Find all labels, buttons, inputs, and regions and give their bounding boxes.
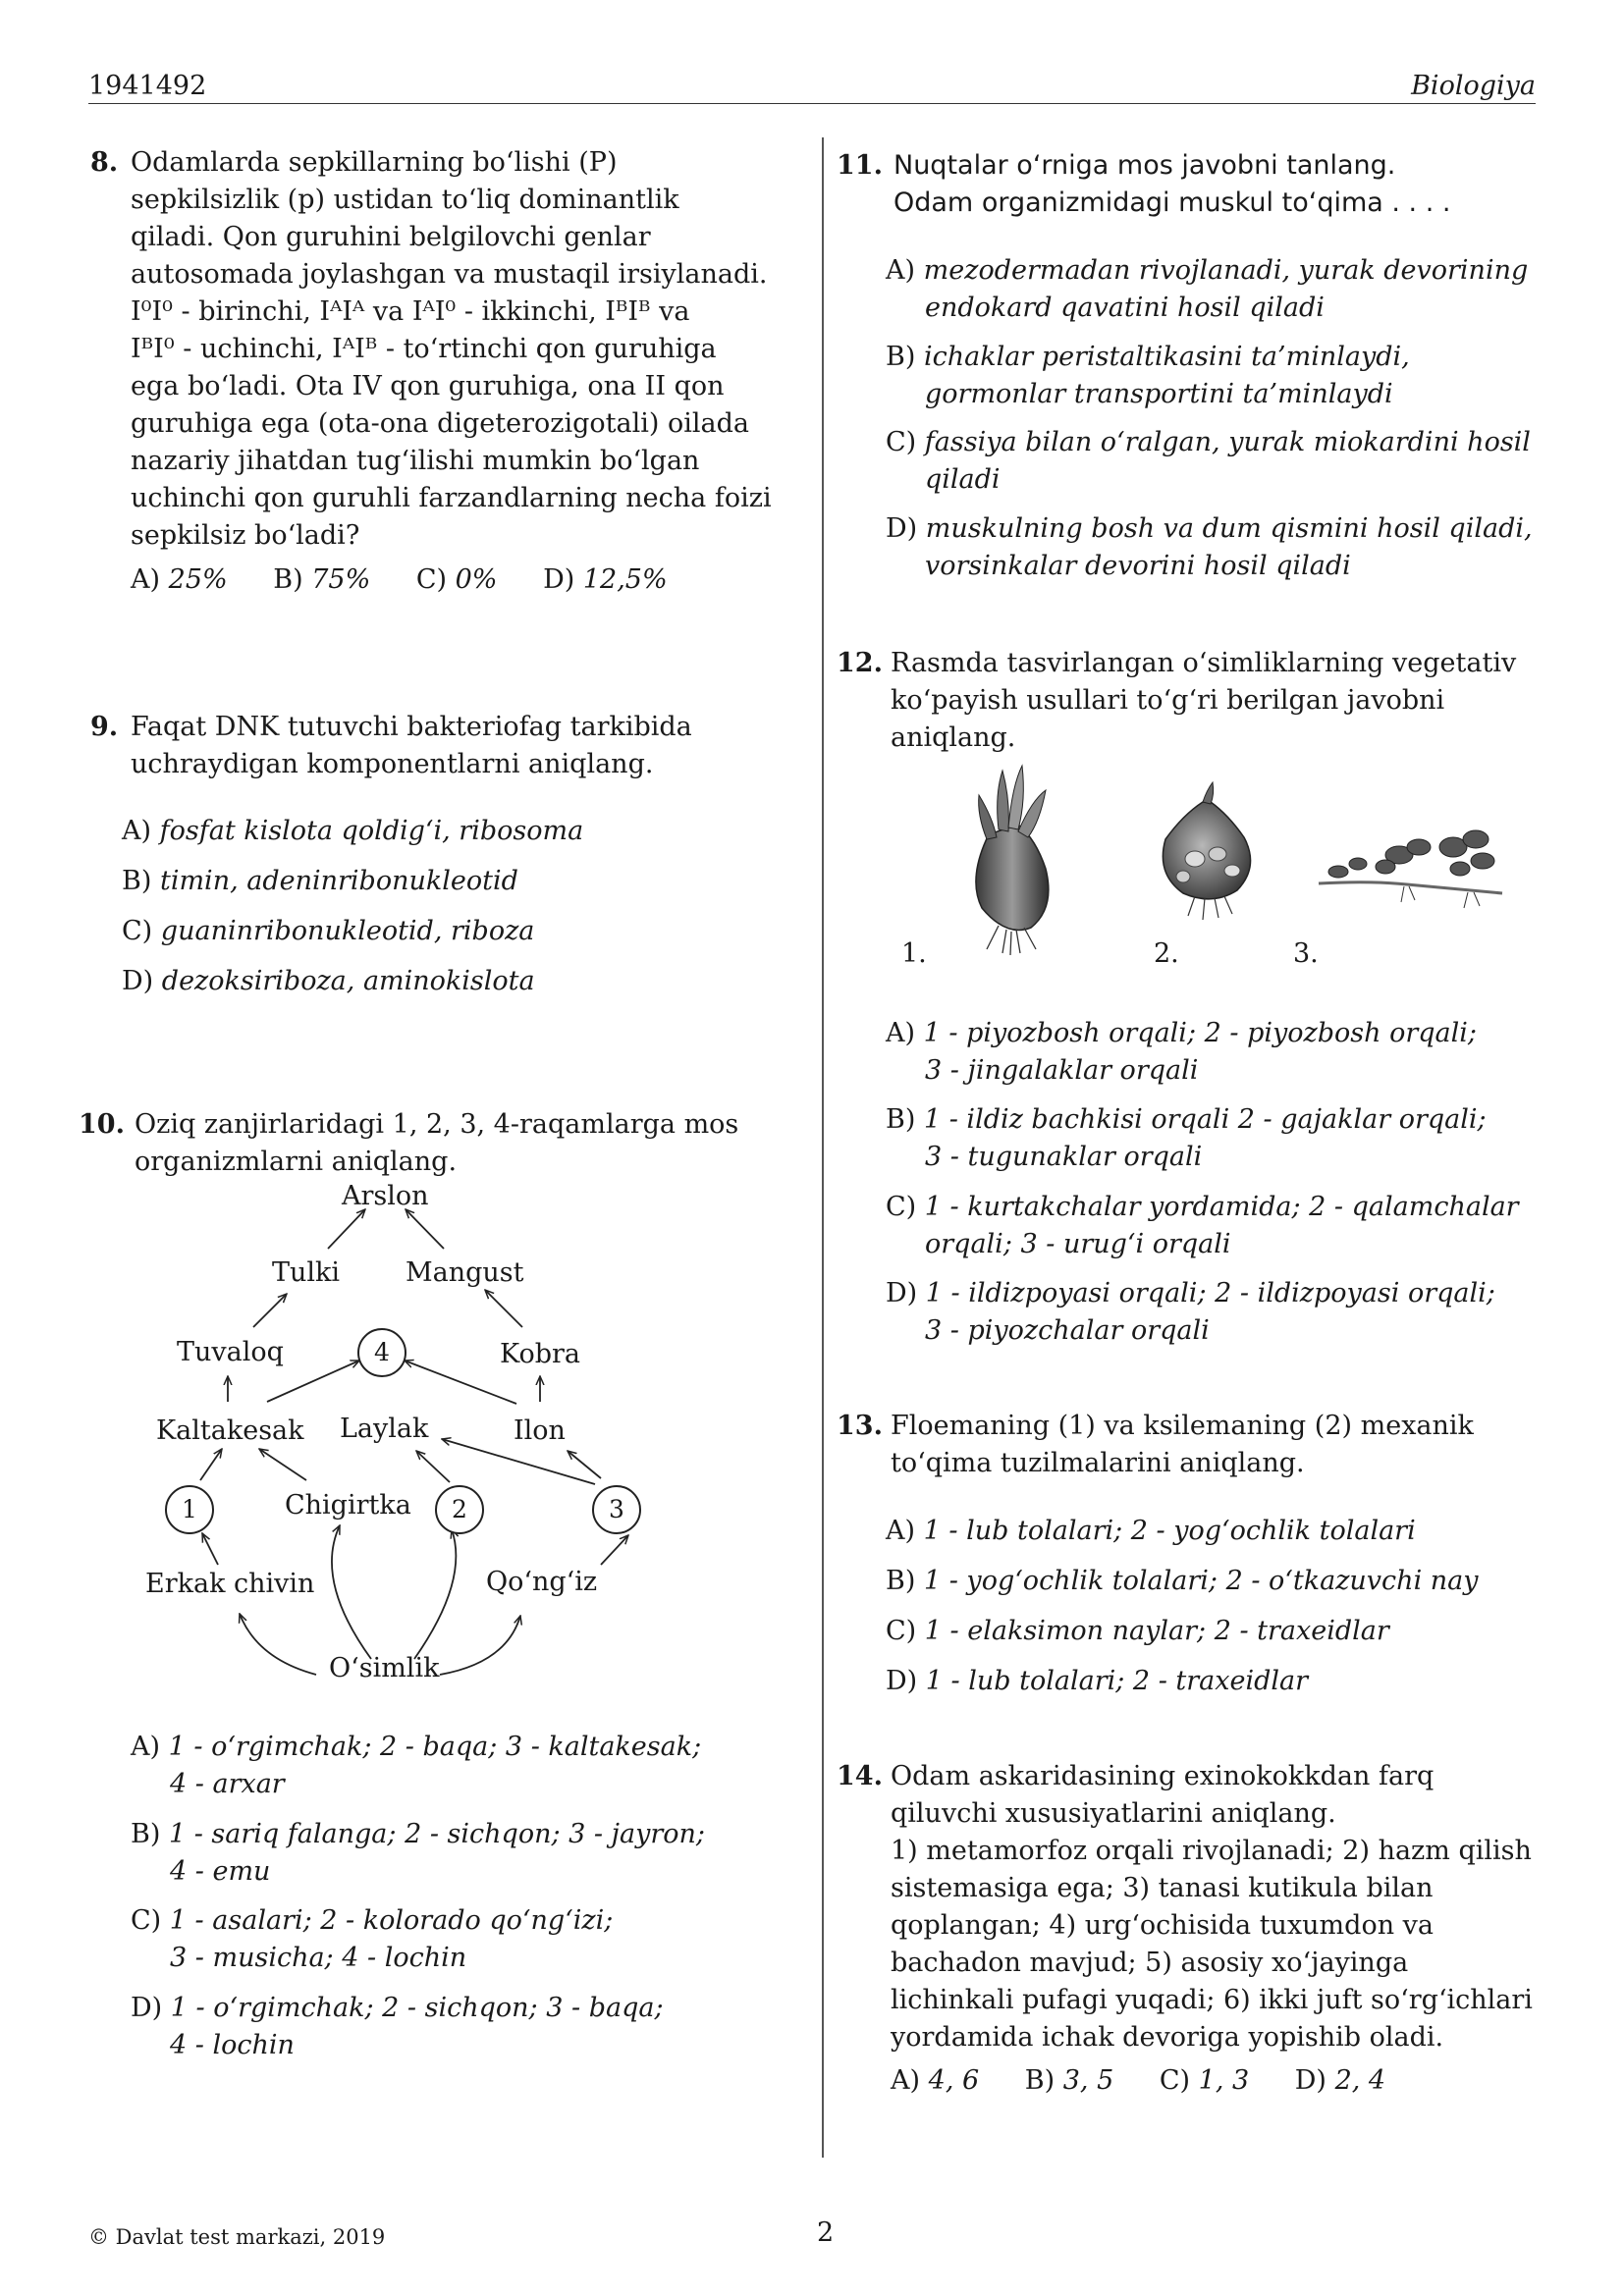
question-line: sistemasiga ega; 3) tanasi kutikula bilan: [891, 1873, 1434, 1903]
option-text-cont: orqali; 3 - urug‘i orqali: [925, 1229, 1231, 1259]
question-line: sepkilsizlik (p) ustidan to‘liq dominantlik: [131, 185, 679, 215]
copyright: © Davlat test markazi, 2019: [88, 2225, 386, 2249]
option-text: fassiya bilan o‘ralgan, yurak miokardini hosil: [924, 427, 1531, 457]
header-rule: [88, 103, 1536, 104]
option-letter: C): [886, 1192, 917, 1222]
option-text: fosfat kislota qoldig‘i, ribosoma: [159, 816, 584, 846]
exam-code: 1941492: [88, 71, 207, 101]
question-line: guruhiga ega (ota-ona digeterozigotali) oilada: [131, 408, 749, 439]
arrow-3-laylak: [442, 1439, 595, 1484]
arrow-osimlik-chigirtka: [332, 1525, 371, 1659]
option-text: 12,5%: [582, 564, 668, 595]
option-text: 1 - o‘rgimchak; 2 - baqa; 3 - kaltakesak;: [168, 1732, 702, 1762]
option-a[interactable]: [886, 1015, 1477, 1090]
option-d[interactable]: [886, 1663, 1308, 1700]
plant-1-bulb-image: [976, 766, 1049, 955]
option-d[interactable]: [543, 564, 668, 595]
option-letter: B): [122, 866, 152, 896]
option-text: 25%: [168, 564, 228, 595]
option-c[interactable]: [886, 424, 1531, 499]
option-c[interactable]: [122, 913, 534, 950]
option-letter: B): [1024, 2065, 1056, 2096]
arrow-osimlik-qongiz: [440, 1616, 520, 1675]
option-b[interactable]: [1025, 2065, 1114, 2096]
question-line: ega bo‘ladi. Ota IV qon guruhiga, ona II qon: [131, 371, 725, 401]
option-letter: D): [122, 966, 154, 996]
question-line: nazariy jihatdan tug‘ilishi mumkin bo‘lgan: [131, 446, 700, 476]
question-number: 11.: [837, 150, 883, 181]
question-line: I⁰I⁰ - birinchi, IᴬIᴬ va IᴬI⁰ - ikkinchi, IᴮIᴮ va: [131, 296, 690, 327]
figure-label-1: 1.: [901, 938, 927, 969]
option-d[interactable]: [886, 1275, 1495, 1350]
option-text: ichaklar peristaltikasini ta’minlaydi,: [923, 342, 1410, 372]
option-letter: A): [131, 564, 161, 595]
question-line: Oziq zanjirlaridagi 1, 2, 3, 4-raqamlarga mos: [135, 1109, 739, 1140]
option-text: muskulning bosh va dum qismini hosil qiladi,: [925, 513, 1533, 544]
option-letter: D): [543, 564, 575, 595]
option-c[interactable]: [886, 1189, 1519, 1263]
option-letter: A): [886, 1516, 916, 1546]
option-b[interactable]: [131, 1816, 705, 1891]
node-arslon: Arslon: [342, 1181, 429, 1211]
question-text: [891, 1758, 1533, 2056]
question-line: ko‘payish usullari to‘g‘ri berilgan javobni: [891, 685, 1445, 716]
option-text-cont: 3 - piyozchalar orqali: [925, 1315, 1210, 1346]
answer-options: [131, 561, 705, 599]
option-text-cont: vorsinkalar devorini hosil qiladi: [925, 551, 1351, 581]
option-d[interactable]: [122, 963, 535, 1000]
option-letter: C): [886, 427, 917, 457]
question-line: yordamida ichak devoriga yopishib oladi.: [891, 2022, 1444, 2053]
plant-2-bulb-image: [1163, 782, 1250, 920]
question-line: Rasmda tasvirlangan o‘simliklarning vegetativ: [891, 648, 1517, 678]
question-line: 1) metamorfoz orqali rivojlanadi; 2) hazm qilish: [891, 1836, 1532, 1866]
answer-options: [891, 2062, 1423, 2100]
node-tuvaloq: Tuvaloq: [177, 1337, 284, 1367]
option-a[interactable]: [886, 252, 1528, 327]
question-text: [135, 1106, 738, 1181]
option-d[interactable]: [886, 510, 1533, 585]
arrow-kobra-mangust: [485, 1290, 522, 1327]
option-text: 1 - kurtakchalar yordamida; 2 - qalamchalar: [924, 1192, 1519, 1222]
question-line: qoplangan; 4) urg‘ochisida tuxumdon va: [891, 1910, 1435, 1941]
node-4: 4: [357, 1328, 406, 1377]
option-text: 1 - sariq falanga; 2 - sichqon; 3 - jayron;: [168, 1819, 705, 1849]
plant-3-runner-image: [1319, 830, 1502, 908]
arrow-mangust-arslon: [406, 1209, 444, 1249]
option-b[interactable]: [122, 863, 518, 900]
option-text-cont: 3 - tugunaklar orqali: [925, 1142, 1203, 1172]
option-text: 1 - elaksimon naylar; 2 - traxeidlar: [924, 1616, 1389, 1646]
node-chigirtka: Chigirtka: [285, 1490, 411, 1521]
option-text-cont: 4 - arxar: [170, 1769, 285, 1799]
arrow-osimlik-erkak: [240, 1614, 316, 1675]
option-a[interactable]: [886, 1513, 1416, 1550]
option-text: 3, 5: [1062, 2065, 1114, 2096]
question-line: aniqlang.: [891, 722, 1016, 753]
option-a[interactable]: [122, 813, 583, 850]
option-text: 4, 6: [928, 2065, 980, 2096]
question-line: Nuqtalar o‘rniga mos javobni tanlang.: [893, 150, 1396, 181]
option-text-cont: 3 - musicha; 4 - lochin: [170, 1943, 467, 1973]
option-d[interactable]: [131, 1990, 664, 2064]
question-number: 10.: [79, 1109, 125, 1140]
option-a[interactable]: [131, 1729, 701, 1803]
option-a[interactable]: [131, 564, 228, 595]
question-line: bachadon mavjud; 5) asosiy xo‘jayinga: [891, 1948, 1409, 1978]
node-2: 2: [435, 1485, 484, 1534]
option-text-cont: 3 - jingalaklar orqali: [925, 1055, 1199, 1086]
arrow-tulki-arslon: [328, 1209, 365, 1249]
arrow-tuvaloq-tulki: [253, 1294, 287, 1327]
option-letter: C): [415, 564, 448, 595]
figure-label-3: 3.: [1293, 938, 1319, 969]
node-erkak-chivin: Erkak chivin: [145, 1569, 315, 1599]
node-tulki: Tulki: [272, 1257, 341, 1288]
question-line: lichinkali pufagi yuqadi; 6) ikki juft so‘rg‘ichlari: [891, 1985, 1533, 2015]
question-line: uchraydigan komponentlarni aniqlang.: [131, 749, 654, 779]
question-line: IᴮI⁰ - uchinchi, IᴬIᴮ - to‘rtinchi qon guruhiga: [131, 334, 717, 364]
option-text: mezodermadan rivojlanadi, yurak devorining: [923, 255, 1529, 286]
option-letter: B): [886, 1104, 916, 1135]
option-text: timin, adeninribonukleotid: [159, 866, 518, 896]
arrow-chigirtka-kaltakesak: [259, 1449, 306, 1480]
option-text: 1 - o‘rgimchak; 2 - sichqon; 3 - baqa;: [170, 1993, 664, 2023]
option-c[interactable]: [1160, 2065, 1249, 2096]
option-b[interactable]: [273, 564, 370, 595]
option-letter: D): [886, 1278, 918, 1308]
question-number: 9.: [90, 712, 119, 742]
option-text: 1 - lub tolalari; 2 - yog‘ochlik tolalari: [923, 1516, 1416, 1546]
option-text: 1 - ildizpoyasi orqali; 2 - ildizpoyasi orqali;: [925, 1278, 1495, 1308]
option-text: 1 - lub tolalari; 2 - traxeidlar: [925, 1666, 1309, 1696]
option-b[interactable]: [886, 1563, 1479, 1600]
option-letter: A): [131, 1732, 161, 1762]
option-letter: B): [273, 564, 303, 595]
question-line: sepkilsiz bo‘ladi?: [131, 520, 360, 551]
question-number: 12.: [837, 648, 883, 678]
question-text: [891, 1408, 1474, 1482]
arrow-ilon-4: [405, 1361, 516, 1404]
option-text: guaninribonukleotid, riboza: [160, 916, 535, 946]
node-kobra: Kobra: [500, 1339, 580, 1369]
arrow-1-kaltakesak: [200, 1449, 222, 1480]
plant-illustrations: [938, 761, 1507, 957]
question-text: [891, 645, 1516, 757]
option-letter: B): [131, 1819, 161, 1849]
option-text: dezoksiriboza, aminokislota: [161, 966, 535, 996]
node-laylak: Laylak: [340, 1414, 429, 1444]
page-number: 2: [817, 2217, 835, 2248]
option-letter: D): [1294, 2065, 1326, 2096]
option-text-cont: endokard qavatini hosil qiladi: [925, 293, 1325, 323]
question-line: uchinchi qon guruhli farzandlarning necha foizi: [131, 483, 772, 513]
option-letter: A): [886, 255, 916, 286]
arrow-2-laylak: [416, 1451, 450, 1482]
question-number: 8.: [90, 147, 119, 178]
node-3: 3: [592, 1485, 641, 1534]
option-letter: B): [886, 1566, 916, 1596]
option-letter: D): [886, 513, 918, 544]
question-line: organizmlarni aniqlang.: [135, 1147, 458, 1177]
option-text: 2, 4: [1334, 2065, 1386, 2096]
arrow-qongiz-3: [601, 1535, 628, 1565]
question-line: qiladi. Qon guruhini belgilovchi genlar: [131, 222, 651, 252]
option-c[interactable]: [131, 1902, 613, 1977]
question-line: Odamlarda sepkillarning bo‘lishi (P): [131, 147, 618, 178]
node-1: 1: [165, 1485, 214, 1534]
question-text: [131, 144, 772, 555]
option-text-cont: qiladi: [925, 464, 1001, 495]
question-line: Odam askaridasining exinokokkdan farq: [891, 1761, 1435, 1791]
option-text-cont: gormonlar transportini ta’minlaydi: [925, 379, 1393, 409]
subject-title: Biologiya: [1411, 71, 1536, 101]
option-text: 1 - piyozbosh orqali; 2 - piyozbosh orqali;: [923, 1018, 1478, 1048]
question-line: Floemaning (1) va ksilemaning (2) mexanik: [891, 1411, 1474, 1441]
option-letter: A): [122, 816, 152, 846]
node-ilon: Ilon: [514, 1415, 566, 1446]
option-text: 1, 3: [1198, 2065, 1250, 2096]
option-letter: D): [886, 1666, 918, 1696]
option-letter: B): [886, 342, 916, 372]
node-kaltakesak: Kaltakesak: [156, 1415, 304, 1446]
question-text: [893, 147, 1450, 222]
option-text: 0%: [455, 564, 498, 595]
option-letter: D): [131, 1993, 163, 2023]
option-c[interactable]: [416, 564, 498, 595]
column-divider: [822, 137, 824, 2158]
node-mangust: Mangust: [406, 1257, 524, 1288]
option-letter: A): [891, 2065, 921, 2096]
option-text: 75%: [311, 564, 371, 595]
option-c[interactable]: [886, 1613, 1389, 1650]
question-line: qiluvchi xususiyatlarini aniqlang.: [891, 1798, 1336, 1829]
node-osimlik: O‘simlik: [329, 1653, 440, 1683]
option-text-cont: 4 - lochin: [170, 2030, 295, 2060]
question-number: 13.: [837, 1411, 883, 1441]
option-text: 1 - asalari; 2 - kolorado qo‘ng‘izi;: [169, 1905, 614, 1936]
arrow-kaltakesak-4: [267, 1361, 359, 1402]
arrow-erkak-1: [202, 1533, 218, 1565]
option-letter: C): [886, 1616, 917, 1646]
arrow-3-ilon: [568, 1451, 601, 1478]
figure-label-2: 2.: [1154, 938, 1179, 969]
option-b[interactable]: [886, 339, 1410, 413]
option-b[interactable]: [886, 1101, 1487, 1176]
option-letter: C): [131, 1905, 162, 1936]
node-qongiz: Qo‘ng‘iz: [486, 1567, 598, 1597]
option-d[interactable]: [1295, 2065, 1385, 2096]
arrow-osimlik-2: [414, 1529, 456, 1659]
option-letter: C): [1159, 2065, 1191, 2096]
question-line: autosomada joylashgan va mustaqil irsiylanadi.: [131, 259, 768, 290]
option-text-cont: 4 - emu: [170, 1856, 271, 1887]
question-text: [131, 709, 692, 783]
question-line: Faqat DNK tutuvchi bakteriofag tarkibida: [131, 712, 692, 742]
question-line: to‘qima tuzilmalarini aniqlang.: [891, 1448, 1305, 1478]
option-a[interactable]: [891, 2065, 979, 2096]
option-letter: A): [886, 1018, 916, 1048]
question-line: Odam organizmidagi muskul to‘qima . . . .: [893, 187, 1451, 218]
question-number: 14.: [837, 1761, 883, 1791]
option-text: 1 - yog‘ochlik tolalari; 2 - o‘tkazuvchi nay: [923, 1566, 1479, 1596]
option-text: 1 - ildiz bachkisi orqali 2 - gajaklar orqali;: [923, 1104, 1487, 1135]
option-letter: C): [122, 916, 153, 946]
